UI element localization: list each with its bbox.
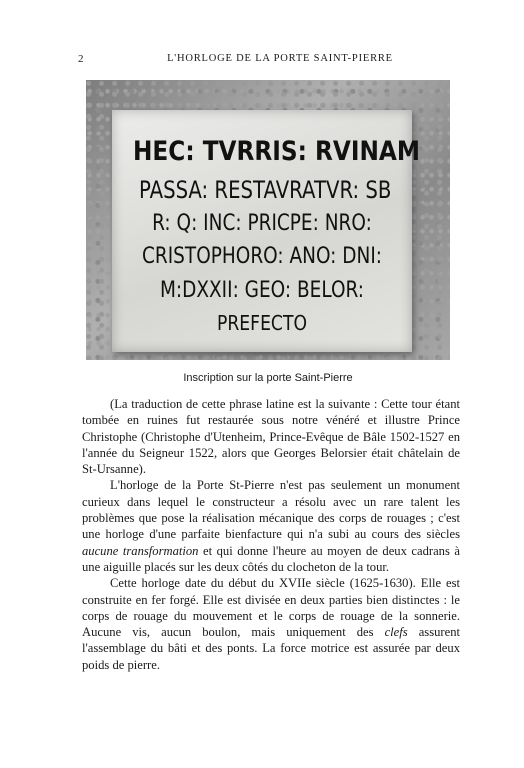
paragraph-2-text-b: et qui donne l'heure au moyen de deux cadrans à une aiguille placés sur les deux côtés du clocheton de la tour. [82,543,460,574]
paragraph-1: (La traduction de cette phrase latine est la suivante : Cette tour étant tombée en ruines fut restaurée sous notre vénéré et illustre Prince Christophe (Christophe d'Utenheim, Prince-Evêque de Bâle 1502-1527 en l'année du Seigneur 1522, alors que Georges Belorsier était châtelain de St-Ursanne). [82,397,460,477]
inscription-line-2: PASSA: RESTAVRATVR: SB [139,176,392,204]
paragraph-2 [82,477,460,575]
paragraph-2-text-a: L'horloge de la Porte St-Pierre n'est pas seulement un monument curieux dans lequel le constructeur a résolu avec un rare talent les problèmes que pose la réalisation mécanique des corps de rouages ; c'est une horloge d'une parfaite bienfacture qui n'a subi au cours des siècles [82,478,460,542]
stone-slab [112,110,421,352]
paragraph-2-emphasis: aucune transformation [82,543,199,558]
inscription-line-3: R: Q: INC: PRICPE: NRO: [152,211,372,236]
inscription-line-5: M:DXXII: GEO: BELOR: [159,278,365,303]
inscription-line-6: PREFECTO [216,311,308,335]
page-number: 2 [78,53,84,65]
paragraph-3-text-b: assurent l'assemblage du bâti et des ponts. La force motrice est assurée par deux poids de pierre. [82,625,460,672]
running-head: L'HORLOGE DE LA PORTE SAINT-PIERRE [167,53,393,64]
inscription-line-1: HEC: TVRRIS: RVINAM [133,136,421,167]
figure-caption: Inscription sur la porte Saint-Pierre [183,372,353,384]
inscription-line-4: CRISTOPHORO: ANO: DNI: [141,244,383,269]
paragraph-3-emphasis: clefs [384,625,408,640]
body-text [82,396,460,673]
paragraph-3 [82,575,460,673]
paragraph-3-text-a: Cette horloge date du début du XVIIe siècle (1625-1630). Elle est construite en fer forgé. Elle est divisée en deux parties bien distinctes : le corps de rouage du mouvement et le corps de rouage de la sonnerie. Aucune vis, aucun boulon, mais uniquement des [82,576,460,640]
inscription-photo [86,80,450,360]
